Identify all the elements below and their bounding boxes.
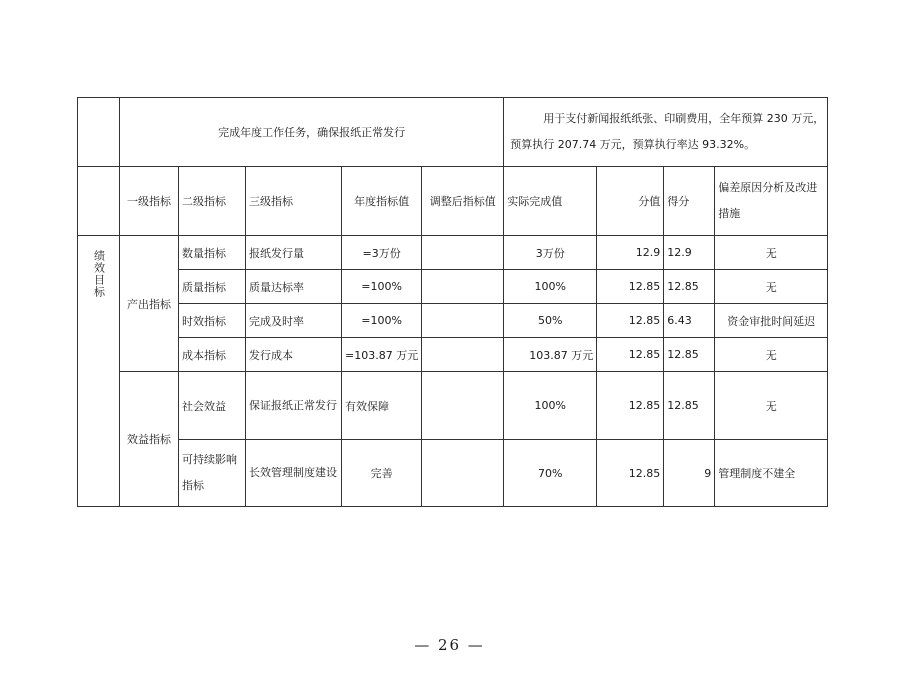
row-score: 12.85	[664, 372, 715, 440]
row-score: 6.43	[664, 304, 715, 338]
row-score-value: 12.9	[597, 236, 664, 270]
side-label: 绩效目标	[92, 250, 106, 298]
row-level3: 质量达标率	[246, 270, 342, 304]
goal-row	[78, 98, 828, 167]
row-reason: 无	[715, 372, 828, 440]
page-number: — 26 —	[414, 636, 485, 654]
row-level3: 长效管理制度建设	[246, 440, 342, 507]
table-row	[78, 270, 828, 304]
row-adjusted	[422, 440, 504, 507]
budget-text-line2: 预算执行 207.74 万元，预算执行率达 93.32%。	[510, 138, 756, 151]
row-actual: 103.87 万元	[504, 338, 597, 372]
row-reason: 管理制度不建全	[715, 440, 828, 507]
row-annual: =100%	[342, 270, 422, 304]
row-adjusted	[422, 270, 504, 304]
group-benefit: 效益指标	[120, 372, 179, 507]
group-output: 产出指标	[120, 236, 179, 372]
row-reason: 资金审批时间延迟	[715, 304, 828, 338]
row-level3: 保证报纸正常发行	[246, 372, 342, 440]
empty-cell	[78, 98, 120, 167]
row-annual: =100%	[342, 304, 422, 338]
table-row	[78, 338, 828, 372]
performance-table	[77, 97, 828, 507]
row-adjusted	[422, 304, 504, 338]
row-actual: 50%	[504, 304, 597, 338]
row-reason: 无	[715, 338, 828, 372]
header-row	[78, 167, 828, 236]
row-level2: 可持续影响指标	[179, 440, 246, 507]
row-actual: 70%	[504, 440, 597, 507]
row-level2: 成本指标	[179, 338, 246, 372]
row-actual: 100%	[504, 372, 597, 440]
row-score-value: 12.85	[597, 304, 664, 338]
table-row	[78, 440, 828, 507]
header-adjusted: 调整后指标值	[422, 167, 504, 236]
row-annual: 有效保障	[342, 372, 422, 440]
row-score: 12.85	[664, 270, 715, 304]
row-actual: 100%	[504, 270, 597, 304]
row-level3: 发行成本	[246, 338, 342, 372]
header-score-value: 分值	[597, 167, 664, 236]
row-annual: =103.87 万元	[342, 338, 422, 372]
row-score: 12.85	[664, 338, 715, 372]
row-level2: 质量指标	[179, 270, 246, 304]
row-level3: 报纸发行量	[246, 236, 342, 270]
row-score: 9	[664, 440, 715, 507]
row-level2: 社会效益	[179, 372, 246, 440]
row-actual: 3万份	[504, 236, 597, 270]
row-adjusted	[422, 338, 504, 372]
row-level2: 数量指标	[179, 236, 246, 270]
header-annual: 年度指标值	[342, 167, 422, 236]
row-score-value: 12.85	[597, 338, 664, 372]
row-annual: =3万份	[342, 236, 422, 270]
header-reason: 偏差原因分析及改进措施	[715, 167, 828, 236]
row-level3: 完成及时率	[246, 304, 342, 338]
row-level2: 时效指标	[179, 304, 246, 338]
row-reason: 无	[715, 236, 828, 270]
row-adjusted	[422, 236, 504, 270]
row-score: 12.9	[664, 236, 715, 270]
empty-cell	[78, 167, 120, 236]
table-row	[78, 236, 828, 270]
header-actual: 实际完成值	[504, 167, 597, 236]
header-level2: 二级指标	[179, 167, 246, 236]
budget-text-line1: 用于支付新闻报纸纸张、印刷费用，全年预算 230 万元，	[543, 112, 825, 125]
row-annual: 完善	[342, 440, 422, 507]
row-adjusted	[422, 372, 504, 440]
goal-text: 完成年度工作任务，确保报纸正常发行	[120, 98, 504, 167]
row-score-value: 12.85	[597, 440, 664, 507]
table-row	[78, 372, 828, 440]
header-level1: 一级指标	[120, 167, 179, 236]
side-label-cell	[78, 236, 120, 507]
table-row	[78, 304, 828, 338]
header-level3: 三级指标	[246, 167, 342, 236]
row-score-value: 12.85	[597, 270, 664, 304]
row-score-value: 12.85	[597, 372, 664, 440]
header-score: 得分	[664, 167, 715, 236]
budget-text	[504, 98, 828, 167]
row-reason: 无	[715, 270, 828, 304]
